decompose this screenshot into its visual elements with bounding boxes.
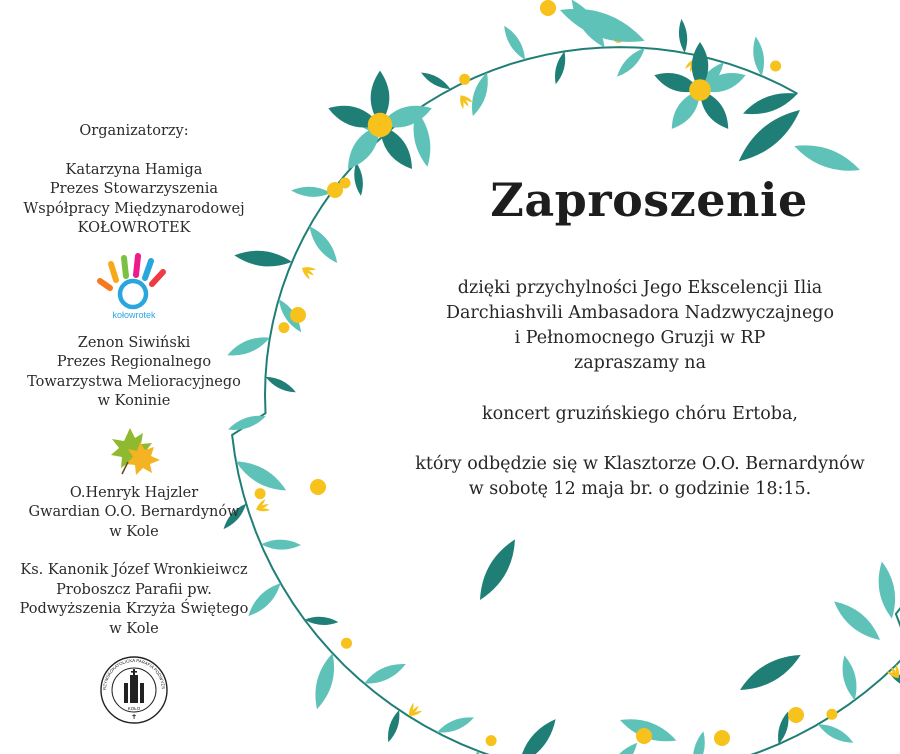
- wreath-berry-large: [788, 707, 804, 723]
- wreath-leaf-large: [829, 595, 885, 646]
- wreath-leaf: [690, 730, 709, 754]
- wreath-leaf: [362, 659, 409, 689]
- kolowrotek-logo-text: kołowrotek: [112, 309, 156, 320]
- invitation-paragraph-1: [370, 276, 900, 376]
- organizer-line: Zenon Siwiński: [77, 334, 191, 351]
- wreath-leaf: [305, 223, 342, 267]
- organizer-line: Towarzystwa Melioracyjnego: [27, 373, 241, 390]
- invitation-paragraph-3: [370, 452, 900, 502]
- wreath-berry-large: [290, 307, 306, 323]
- wreath-leaf: [602, 739, 642, 754]
- paragraph-line: i Pełnomocnego Gruzji w RP: [514, 328, 766, 348]
- organizer-2: [0, 334, 268, 412]
- invitation-paragraph-2: [370, 402, 900, 427]
- paragraph-line: zapraszamy na: [573, 353, 707, 373]
- organizer-line: w Kole: [109, 620, 159, 637]
- seal-bottom-text: KOŁO: [127, 706, 141, 711]
- wreath-leaf-large: [472, 535, 523, 605]
- wreath-berry-large: [714, 730, 730, 746]
- organizer-line: Katarzyna Hamiga: [65, 161, 203, 178]
- organizer-line: Prezes Stowarzyszenia: [49, 181, 219, 197]
- wreath-leaf: [816, 720, 856, 747]
- svg-text:✝: ✝: [131, 714, 137, 721]
- invitation-title: Zaproszenie: [490, 173, 808, 227]
- seal-arc-text: RZYMSKOKATOLICKA PARAFIA PODWYŻS: [101, 657, 167, 691]
- organizer-line: KOŁOWROTEK: [77, 220, 191, 236]
- wreath-berry-large: [327, 182, 343, 198]
- wreath-leaf: [513, 714, 561, 754]
- organizer-line: Współpracy Międzynarodowej: [23, 200, 245, 217]
- paragraph-line: w sobotę 12 maja br. o godzinie 18:15.: [468, 479, 812, 499]
- paragraph-line: który odbędzie się w Klasztorze O.O. Bernardynów: [415, 454, 865, 474]
- wreath-leaf: [352, 162, 365, 197]
- wreath-berry-large: [310, 479, 326, 495]
- wreath-leaf: [310, 651, 340, 711]
- leaf-logo-icon: [106, 424, 162, 476]
- wreath-leaf: [874, 560, 899, 620]
- kolowrotek-logo-icon: [94, 250, 174, 322]
- wreath-leaf: [751, 36, 767, 77]
- invitation-main: [370, 170, 900, 502]
- organizer-line: O.Henryk Hajzler: [69, 484, 199, 501]
- organizer-line: Prezes Regionalnego: [56, 354, 212, 370]
- organizer-1: [0, 161, 268, 239]
- wreath-berry: [826, 709, 837, 720]
- wreath-berry: [770, 61, 781, 72]
- organizers-column: [0, 122, 268, 725]
- wreath-leaf: [419, 69, 453, 93]
- wreath-flower-center: [689, 79, 711, 101]
- organizer-line: w Kole: [109, 523, 159, 540]
- wreath-leaf-large: [736, 647, 806, 698]
- wreath-leaf: [839, 654, 861, 702]
- wreath-berry: [486, 735, 497, 746]
- wreath-leaf: [291, 186, 332, 198]
- organizers-heading: Organizatorzy:: [79, 123, 189, 139]
- wreath-berry-large: [636, 728, 652, 744]
- wreath-leaf: [467, 71, 493, 118]
- organizer-4: [0, 561, 268, 639]
- organizer-line: Gwardian O.O. Bernardynów: [28, 504, 240, 520]
- wreath-berry: [341, 638, 352, 649]
- wreath-flower-center: [368, 113, 392, 137]
- parish-seal-icon: [99, 655, 169, 725]
- wreath-leaf: [677, 19, 688, 54]
- wreath-berry-large: [540, 0, 556, 16]
- wreath-leaf: [264, 373, 298, 396]
- wreath-leaf-large: [732, 102, 806, 169]
- paragraph-line: dzięki przychylności Jego Ekscelencji Ilia: [457, 278, 823, 298]
- organizer-line: w Koninie: [97, 393, 171, 409]
- organizer-line: Ks. Kanonik Józef Wronkieiwcz: [20, 562, 248, 578]
- wreath-leaf: [385, 709, 403, 744]
- organizer-line: Podwyższenia Krzyża Świętego: [19, 601, 249, 617]
- wreath-berry: [278, 322, 289, 333]
- paragraph-line: koncert gruzińskiego chóru Ertoba,: [481, 404, 798, 424]
- wreath-leaf: [500, 23, 529, 62]
- wreath-leaf: [613, 44, 648, 80]
- organizer-3: [0, 484, 268, 543]
- paragraph-line: Darchiashvili Ambasadora Nadzwyczajnego: [445, 303, 835, 323]
- organizer-line: Proboszcz Parafii pw.: [56, 581, 212, 598]
- wreath-berry: [459, 74, 470, 85]
- wreath-leaf: [552, 50, 569, 85]
